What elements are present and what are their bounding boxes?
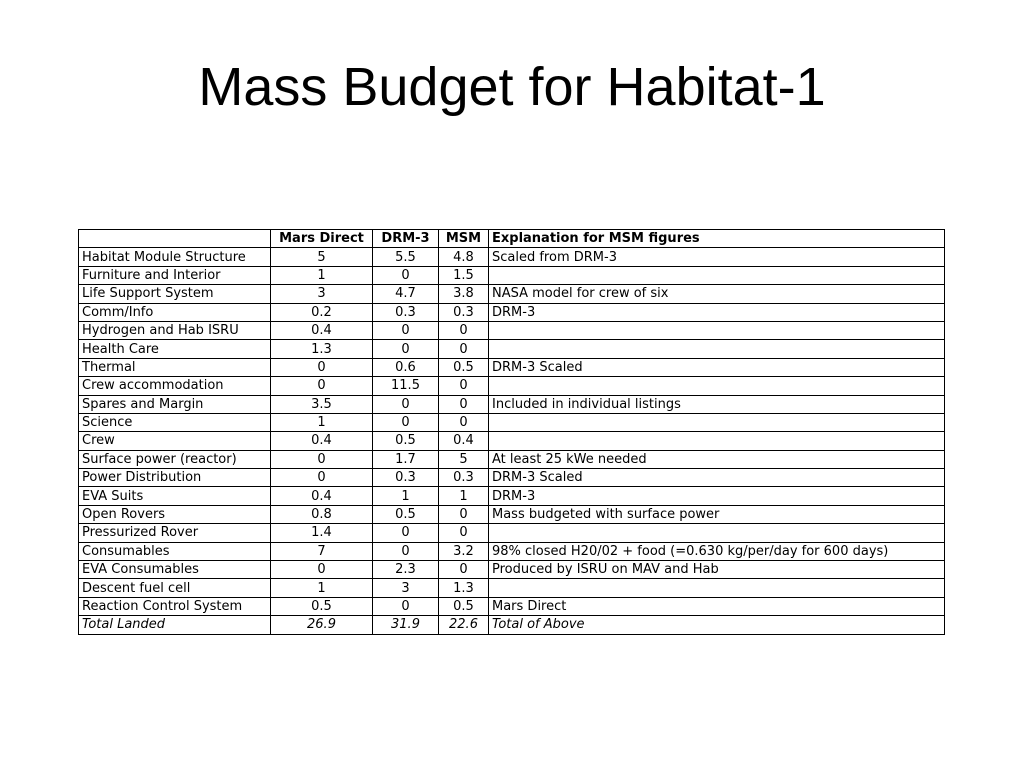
cell-item: EVA Suits [79, 487, 271, 505]
table-row [79, 303, 945, 321]
cell-mars-direct: 7 [271, 542, 373, 560]
cell-item: Habitat Module Structure [79, 248, 271, 266]
cell-drm-3: 0.5 [373, 505, 439, 523]
cell-drm-3: 31.9 [373, 616, 439, 634]
cell-mars-direct: 1 [271, 579, 373, 597]
table-row [79, 395, 945, 413]
cell-drm-3: 0.5 [373, 432, 439, 450]
cell-mars-direct: 0.4 [271, 487, 373, 505]
cell-drm-3: 0 [373, 395, 439, 413]
table-row [79, 266, 945, 284]
table-row [79, 579, 945, 597]
table-row [79, 450, 945, 468]
total-row [79, 616, 945, 634]
cell-drm-3: 0 [373, 266, 439, 284]
mass-budget-table [78, 229, 945, 635]
cell-explanation: 98% closed H20/02 + food (=0.630 kg/per/day for 600 days) [489, 542, 945, 560]
cell-explanation: NASA model for crew of six [489, 285, 945, 303]
cell-msm: 0 [439, 395, 489, 413]
cell-explanation: Included in individual listings [489, 395, 945, 413]
table-body [79, 248, 945, 634]
cell-mars-direct: 26.9 [271, 616, 373, 634]
header-mars-direct: Mars Direct [271, 230, 373, 248]
cell-msm: 5 [439, 450, 489, 468]
table-row [79, 561, 945, 579]
cell-mars-direct: 3 [271, 285, 373, 303]
table-row [79, 340, 945, 358]
cell-item: Furniture and Interior [79, 266, 271, 284]
cell-msm: 22.6 [439, 616, 489, 634]
cell-msm: 0 [439, 505, 489, 523]
cell-explanation [489, 432, 945, 450]
cell-msm: 0.4 [439, 432, 489, 450]
header-drm-3: DRM-3 [373, 230, 439, 248]
cell-mars-direct: 1 [271, 266, 373, 284]
cell-mars-direct: 0 [271, 358, 373, 376]
cell-msm: 0 [439, 561, 489, 579]
table-row [79, 285, 945, 303]
cell-drm-3: 2.3 [373, 561, 439, 579]
cell-item: EVA Consumables [79, 561, 271, 579]
cell-drm-3: 0.3 [373, 469, 439, 487]
cell-msm: 1.3 [439, 579, 489, 597]
cell-item: Life Support System [79, 285, 271, 303]
cell-drm-3: 3 [373, 579, 439, 597]
cell-msm: 0 [439, 413, 489, 431]
cell-mars-direct: 0 [271, 450, 373, 468]
cell-drm-3: 0.3 [373, 303, 439, 321]
cell-explanation: DRM-3 [489, 487, 945, 505]
cell-item: Reaction Control System [79, 597, 271, 615]
cell-drm-3: 0 [373, 413, 439, 431]
cell-mars-direct: 0.2 [271, 303, 373, 321]
table-row [79, 542, 945, 560]
cell-mars-direct: 3.5 [271, 395, 373, 413]
cell-msm: 0 [439, 377, 489, 395]
table-row [79, 248, 945, 266]
table-row [79, 524, 945, 542]
cell-item: Pressurized Rover [79, 524, 271, 542]
cell-explanation: DRM-3 Scaled [489, 469, 945, 487]
table-header-row [79, 230, 945, 248]
cell-msm: 0 [439, 321, 489, 339]
header-item [79, 230, 271, 248]
cell-item: Open Rovers [79, 505, 271, 523]
cell-msm: 0.3 [439, 303, 489, 321]
slide-title: Mass Budget for Habitat-1 [198, 57, 826, 117]
cell-msm: 1.5 [439, 266, 489, 284]
cell-explanation: Scaled from DRM-3 [489, 248, 945, 266]
cell-explanation: Total of Above [489, 616, 945, 634]
cell-msm: 0.3 [439, 469, 489, 487]
cell-drm-3: 0 [373, 524, 439, 542]
cell-explanation: DRM-3 [489, 303, 945, 321]
cell-item: Hydrogen and Hab ISRU [79, 321, 271, 339]
table-row [79, 321, 945, 339]
cell-mars-direct: 0 [271, 469, 373, 487]
cell-msm: 0.5 [439, 597, 489, 615]
cell-explanation [489, 377, 945, 395]
cell-explanation: At least 25 kWe needed [489, 450, 945, 468]
cell-mars-direct: 5 [271, 248, 373, 266]
cell-mars-direct: 0.5 [271, 597, 373, 615]
cell-mars-direct: 0 [271, 377, 373, 395]
table-row [79, 597, 945, 615]
cell-msm: 1 [439, 487, 489, 505]
cell-item: Comm/Info [79, 303, 271, 321]
cell-item: Descent fuel cell [79, 579, 271, 597]
cell-mars-direct: 0.4 [271, 432, 373, 450]
cell-drm-3: 4.7 [373, 285, 439, 303]
cell-item: Total Landed [79, 616, 271, 634]
cell-item: Surface power (reactor) [79, 450, 271, 468]
cell-drm-3: 1 [373, 487, 439, 505]
cell-explanation [489, 524, 945, 542]
header-msm: MSM [439, 230, 489, 248]
table-row [79, 413, 945, 431]
cell-item: Crew [79, 432, 271, 450]
cell-drm-3: 0.6 [373, 358, 439, 376]
cell-explanation [489, 579, 945, 597]
table-row [79, 432, 945, 450]
table-row [79, 469, 945, 487]
cell-mars-direct: 0.8 [271, 505, 373, 523]
cell-msm: 3.8 [439, 285, 489, 303]
cell-drm-3: 5.5 [373, 248, 439, 266]
cell-explanation [489, 266, 945, 284]
cell-item: Power Distribution [79, 469, 271, 487]
cell-explanation: DRM-3 Scaled [489, 358, 945, 376]
table-row [79, 487, 945, 505]
cell-item: Spares and Margin [79, 395, 271, 413]
cell-explanation: Produced by ISRU on MAV and Hab [489, 561, 945, 579]
cell-explanation [489, 321, 945, 339]
cell-mars-direct: 0 [271, 561, 373, 579]
cell-msm: 0.5 [439, 358, 489, 376]
cell-explanation [489, 413, 945, 431]
cell-drm-3: 0 [373, 597, 439, 615]
cell-drm-3: 11.5 [373, 377, 439, 395]
cell-mars-direct: 1.3 [271, 340, 373, 358]
cell-item: Consumables [79, 542, 271, 560]
header-explanation: Explanation for MSM figures [489, 230, 945, 248]
table-row [79, 358, 945, 376]
table-row [79, 377, 945, 395]
cell-mars-direct: 0.4 [271, 321, 373, 339]
cell-item: Science [79, 413, 271, 431]
cell-msm: 0 [439, 340, 489, 358]
cell-item: Crew accommodation [79, 377, 271, 395]
cell-msm: 3.2 [439, 542, 489, 560]
cell-msm: 0 [439, 524, 489, 542]
cell-drm-3: 0 [373, 542, 439, 560]
cell-mars-direct: 1 [271, 413, 373, 431]
table-row [79, 505, 945, 523]
cell-explanation [489, 340, 945, 358]
cell-mars-direct: 1.4 [271, 524, 373, 542]
cell-drm-3: 0 [373, 321, 439, 339]
cell-drm-3: 1.7 [373, 450, 439, 468]
cell-drm-3: 0 [373, 340, 439, 358]
cell-msm: 4.8 [439, 248, 489, 266]
cell-explanation: Mass budgeted with surface power [489, 505, 945, 523]
cell-explanation: Mars Direct [489, 597, 945, 615]
cell-item: Thermal [79, 358, 271, 376]
cell-item: Health Care [79, 340, 271, 358]
